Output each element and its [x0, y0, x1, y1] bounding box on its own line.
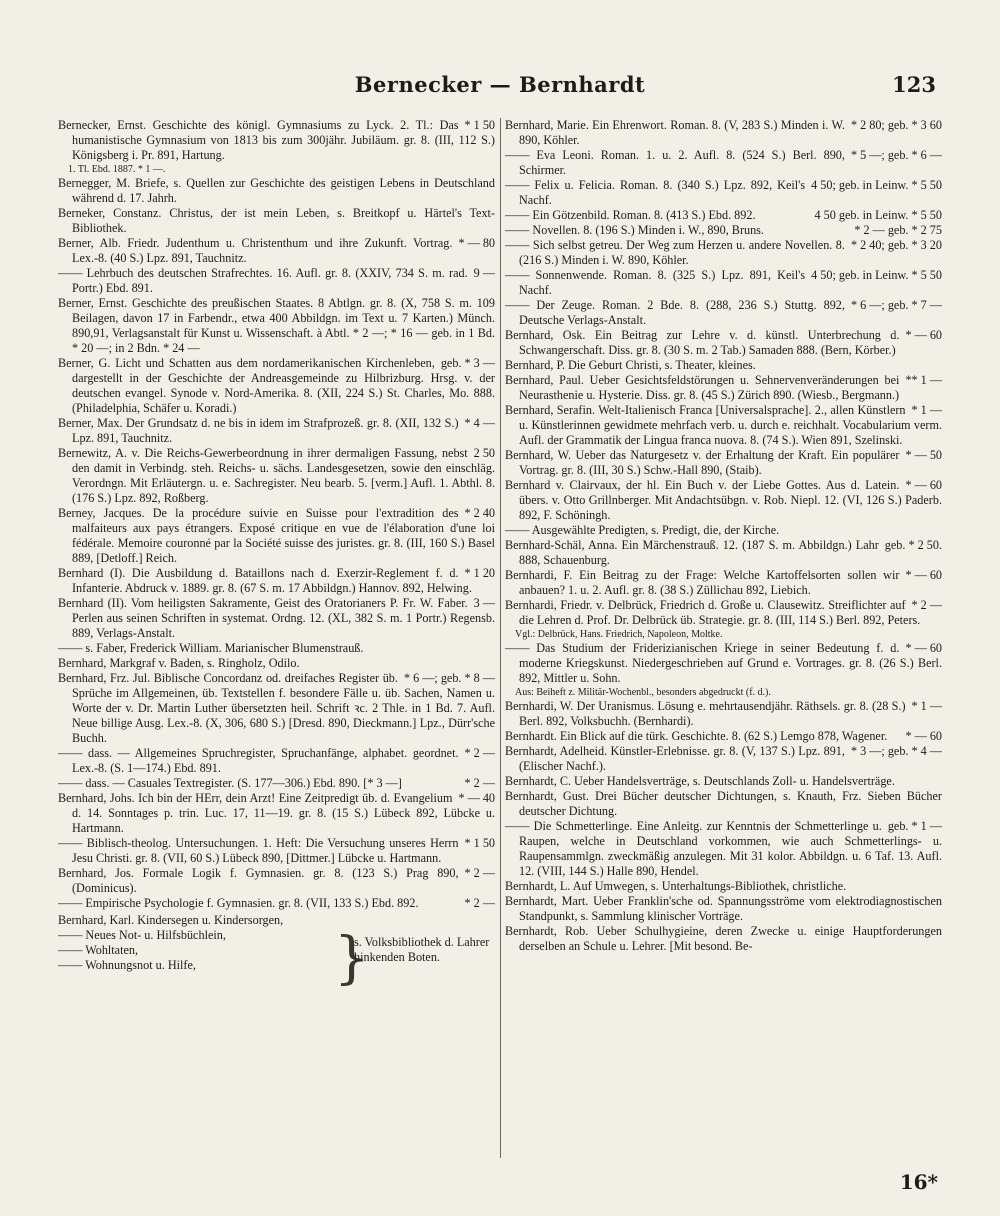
brace-item: —— Wohltaten,	[58, 943, 139, 957]
entry-text: Bernhardt, Adelheid. Künstler-Erlebnisse. gr. 8. (V, 137 S.) Lpz. 891, (Elischer Nachf.).	[505, 744, 845, 773]
entry-text: —— s. Faber, Frederick William. Marianischer Blumenstrauß.	[58, 641, 364, 655]
entry-text: Bernhard, W. Ueber das Naturgesetz v. der Erhaltung der Kraft. Ein populärer Vortrag. gr. 8. (III, 30 S.) Schw.-Hall 890, (Staib).	[505, 448, 900, 477]
bibliography-entry	[505, 641, 942, 686]
bibliography-entry	[58, 671, 495, 746]
right-column	[505, 118, 942, 1138]
bibliography-entry	[505, 328, 942, 358]
entry-text: —— Lehrbuch des deutschen Strafrechtes. 16. Aufl. gr. 8. (XXIV, 734 S. m. rad. Portr.) Ebd. 891.	[58, 266, 468, 295]
bibliography-entry	[505, 819, 942, 879]
bibliography-entry	[505, 538, 942, 568]
entry-text: Bernhard (II). Vom heiligsten Sakramente, Geist des Oratorianers P. Fr. W. Faber. Perlen aus seinen Schriften in systemat. Ordng. 12. (XL, 382 S. m. 1 Portr.) Regensb. 889, Verlags-Anstalt.	[58, 596, 495, 640]
brace-item: Bernhard, Karl. Kindersegen u. Kindersorgen,	[58, 913, 284, 927]
entry-text: Bernhardi, Friedr. v. Delbrück, Friedrich d. Große u. Clausewitz. Streiflichter auf die Lehren d. Prof. Dr. Delbrück üb. Strategie. gr. 8. (III, 114 S.) Berl. 892, Peters.	[505, 598, 921, 627]
bibliography-entry	[505, 699, 942, 729]
entry-text: Vgl.: Delbrück, Hans. Friedrich, Napoleon, Moltke.	[515, 629, 723, 640]
bibliography-entry	[58, 641, 495, 656]
entry-text: —— Novellen. 8. (196 S.) Minden i. W., 890, Bruns.	[505, 223, 764, 237]
bibliography-entry	[58, 236, 495, 266]
bibliography-entry	[505, 894, 942, 924]
entry-price: 4 50; geb. in Leinw. * 5 50	[811, 178, 942, 192]
entry-text: Bernhardi, F. Ein Beitrag zu der Frage: Welche Kartoffelsorten sollen wir anbauen? 1. u. 2. Aufl. gr. 8. (38 S.) Züllichau 892, Liebich.	[505, 568, 900, 597]
entry-text: —— Biblisch-theolog. Untersuchungen. 1. Heft: Die Versuchung unseres Herrn Jesu Christi. gr. 8. (VII, 60 S.) Lübeck 890, [Dittmer.] Lübcke u. Hartmann.	[58, 836, 459, 865]
bibliography-entry	[58, 896, 495, 911]
page-number: 123	[892, 72, 936, 97]
entry-text: Bernhard, Paul. Ueber Gesichtsfeldstörungen u. Sehnervenveränderungen bei Neurasthenie u. Hysterie. Diss. gr. 8. (45 S.) Zürich 890. (Wiesb., Bergmann.)	[505, 373, 900, 402]
entry-price: * 2 —	[911, 598, 942, 612]
bibliography-entry	[505, 744, 942, 774]
bibliography-entry	[505, 924, 942, 954]
entry-text: Bernhard-Schäl, Anna. Ein Märchenstrauß. 12. (187 S. m. Abbildgn.) Lahr 888, Schauenburg.	[505, 538, 879, 567]
entry-text: Berner, Alb. Friedr. Judenthum u. Christenthum und ihre Zukunft. Vortrag. Lex.-8. (40 S.) Lpz. 891, Tauchnitz.	[58, 236, 453, 265]
entry-text: Bernecker, Ernst. Geschichte des königl. Gymnasiums zu Lyck. 2. Tl.: Das humanistische Gymnasium von 1813 bis zum 300jähr. Jubiläum. gr. 8. (III, 112 S.) Königsberg i. Pr. 891, Hartung.	[58, 118, 495, 162]
bibliography-entry	[58, 356, 495, 416]
bibliography-entry	[505, 628, 942, 641]
bibliography-entry	[505, 148, 942, 178]
bibliography-entry	[505, 208, 942, 223]
entry-text: Bernhard, Markgraf v. Baden, s. Ringholz, Odilo.	[58, 656, 300, 670]
entry-price: 9 —	[473, 266, 495, 280]
bibliography-entry	[58, 596, 495, 641]
entry-text: —— dass. — Allgemeines Spruchregister, Spruchanfänge, alphabet. geordnet. Lex.-8. (S. 1—174.) Ebd. 891.	[58, 746, 459, 775]
entry-price: * 1 50	[464, 836, 495, 850]
brace-group-items	[58, 913, 328, 973]
entry-text: —— Empirische Psychologie f. Gymnasien. gr. 8. (VII, 133 S.) Ebd. 892.	[58, 896, 419, 910]
entry-price: 4 50 geb. in Leinw. * 5 50	[814, 208, 942, 222]
bibliography-entry	[58, 566, 495, 596]
brace-item: —— Neues Not- u. Hilfsbüchlein,	[58, 928, 226, 942]
bibliography-entry	[58, 266, 495, 296]
entry-price: * 1 50	[464, 118, 495, 132]
bibliography-entry	[505, 118, 942, 148]
bibliography-entry	[505, 774, 942, 789]
entry-price: * 6 —; geb. * 8 —	[403, 671, 495, 685]
entry-price: * 1 20	[464, 566, 495, 580]
entry-price: 2 50	[473, 446, 495, 460]
entry-text: Bernhardt, C. Ueber Handelsverträge, s. Deutschlands Zoll- u. Handelsverträge.	[505, 774, 895, 788]
entry-text: Bernhardt, Rob. Ueber Schulhygieine, deren Zwecke u. einige Hauptforderungen derselben an Schule u. Lehrer. [Mit besond. Be-	[505, 924, 942, 953]
entry-price: 4 50; geb. in Leinw. * 5 50	[811, 268, 942, 282]
brace-group	[58, 913, 495, 997]
bibliography-entry	[58, 866, 495, 896]
entry-price: * — 50	[905, 448, 942, 462]
bibliography-entry	[58, 506, 495, 566]
entry-price: * 3 —; geb. * 4 —	[850, 744, 942, 758]
bibliography-entry	[58, 776, 495, 791]
entry-price: * 2 —	[464, 776, 495, 790]
bibliography-entry	[58, 118, 495, 163]
entry-price: * — 60	[905, 641, 942, 655]
bibliography-entry	[58, 176, 495, 206]
entry-price: * — 40	[458, 791, 495, 805]
brace-target: s. Volksbibliothek d. Lahrer hinkenden Boten.	[354, 935, 490, 964]
entry-text: —— Die Schmetterlinge. Eine Anleitg. zur Kenntnis der Schmetterlinge u. Raupen, welche in Deutschland vorkommen, wie auch Schmetterlings- u. Raupensammlgn. zweckmäßig anzulegen. Mit 31 kolor. Abbildgn. u. 6 Taf. 13. Aufl. 12. (VIII, 144 S.) Halle 890, Hendel.	[505, 819, 942, 878]
entry-price: * — 60	[905, 568, 942, 582]
bibliography-entry	[505, 298, 942, 328]
entry-price: geb. * 2 50.	[884, 538, 942, 552]
entry-price: * — 60	[905, 478, 942, 492]
bibliography-entry	[58, 746, 495, 776]
entry-text: Berney, Jacques. De la procédure suivie en Suisse pour l'extradition des malfaiteurs aux pays étrangers. Exposé critique en vue de l'élaboration d'une loi fédérale. Memoire couronné par la Société suisse des juristes. gr. 8. (III, 160 S.) Basel 889, [Detloff.] Reich.	[58, 506, 495, 565]
entry-text: Bernhard, Osk. Ein Beitrag zur Lehre v. d. künstl. Unterbrechung d. Schwangerschaft. Diss. gr. 8. (30 S. m. 2 Tab.) Samaden 888. (Bern, Körber.)	[505, 328, 900, 357]
entry-text: Bernewitz, A. v. Die Reichs-Gewerbeordnung in ihrer dermaligen Fassung, nebst den damit in Verbindg. steh. Reichs- u. sächs. Landesgesetzen, sowie den einschläg. Verordngn. Mit Erläutergn. u. e. Sachregister. Neu bearb. 5. [verm.] Aufl. 1. Abthl. 8. (176 S.) Lpz. 892, Roßberg.	[58, 446, 495, 505]
entry-text: —— Felix u. Felicia. Roman. 8. (340 S.) Lpz. 892, Keil's Nachf.	[505, 178, 806, 207]
entry-price: * 2 —	[464, 746, 495, 760]
bibliography-entry	[505, 789, 942, 819]
entry-text: —— Der Zeuge. Roman. 2 Bde. 8. (288, 236 S.) Stuttg. 892, Deutsche Verlags-Anstalt.	[505, 298, 845, 327]
entry-text: Bernhardt, Gust. Drei Bücher deutscher Dichtungen, s. Knauth, Frz. Sieben Bücher deutscher Dichtung.	[505, 789, 942, 818]
entry-text: Berner, G. Licht und Schatten aus dem nordamerikanischen Kirchenleben, dargestellt in der Geschichte der Andreasgemeinde zu Hilbrizburg. Hrsg. v. der deutschen evangel. Synode v. Nord-Amerika. 8. (XII, 224 S.) St. Charles, Mo. 888. (Philadelphia, Schäfer u. Koradi.)	[58, 356, 495, 415]
entry-price: ** 1 —	[905, 373, 942, 387]
entry-price: 3 —	[473, 596, 495, 610]
entry-text: Bernhard v. Clairvaux, der hl. Ein Buch v. der Liebe Gottes. Aus d. Latein. übers. v. Otto Grillnberger. Mit Andachtsübgn. v. Rob. Niepl. 12. (VI, 126 S.) Paderb. 892, F. Schöningh.	[505, 478, 942, 522]
bibliography-entry	[505, 568, 942, 598]
entry-text: 1. Tl. Ebd. 1887. * 1 —.	[68, 164, 166, 175]
bibliography-entry	[505, 223, 942, 238]
entry-text: Berner, Ernst. Geschichte des preußischen Staates. 8 Abtlgn. gr. 8. (X, 758 S. m. 109 Beilagen, davon 17 in Farbendr., etwa 400 Abbildgn. im Text u. 7 Karten.) Münch. 890,91, Verlagsanstalt für Kunst u. Wissenschaft. à Abtl. * 2 —; * 16 — geb. in 1 Bd. * 20 —; in 2 Bdn. * 24 —	[58, 296, 495, 355]
entry-price: * 1 —	[911, 403, 942, 417]
bibliography-entry	[58, 163, 495, 176]
bibliography-entry	[505, 178, 942, 208]
running-head: Bernecker — Bernhardt	[354, 72, 646, 97]
entry-price: * 4 —	[464, 416, 495, 430]
entry-price: * 6 —; geb. * 7 —	[850, 298, 942, 312]
brace-item: —— Wohnungsnot u. Hilfe,	[58, 958, 196, 972]
entry-text: —— Ein Götzenbild. Roman. 8. (413 S.) Ebd. 892.	[505, 208, 756, 222]
entry-text: —— Ausgewählte Predigten, s. Predigt, die, der Kirche.	[505, 523, 780, 537]
entry-text: Bernhardi, W. Der Uranismus. Lösung e. mehrtausendjähr. Räthsels. gr. 8. (28 S.) Berl. 892, Volksbuchh. (Bernhardi).	[505, 699, 906, 728]
entry-text: —— Eva Leoni. Roman. 1. u. 2. Aufl. 8. (524 S.) Berl. 890, Schirmer.	[505, 148, 845, 177]
entry-text: —— Sich selbst getreu. Der Weg zum Herzen u. andere Novellen. 8. (216 S.) Minden i. W. 890, Köhler.	[505, 238, 845, 267]
entry-text: Bernhard (I). Die Ausbildung d. Bataillons nach d. Exerzir-Reglement f. d. Infanterie. Abdruck v. 1889. gr. 8. (67 S. m. 17 Abbildgn.) Hannov. 892, Helwing.	[58, 566, 472, 595]
entry-price: * 2 —	[464, 866, 495, 880]
entry-text: Bernegger, M. Briefe, s. Quellen zur Geschichte des geistigen Lebens in Deutschland während d. 17. Jahrh.	[58, 176, 495, 205]
bibliography-entry	[58, 296, 495, 356]
bibliography-entry	[505, 598, 942, 628]
entry-text: Aus: Beiheft z. Militär-Wochenbl., besonders abgedruckt (f. d.).	[515, 687, 771, 698]
bibliography-entry	[505, 238, 942, 268]
signature-mark: 16*	[899, 1170, 938, 1194]
bibliography-entry	[505, 478, 942, 523]
entry-text: Bernhardt. Ein Blick auf die türk. Geschichte. 8. (62 S.) Lemgo 878, Wagener.	[505, 729, 888, 743]
bibliography-entry	[58, 656, 495, 671]
brace-symbol: }	[334, 926, 370, 991]
bibliography-entry	[505, 358, 942, 373]
bibliography-entry	[505, 403, 942, 448]
entry-text: Bernhard, Marie. Ein Ehrenwort. Roman. 8. (V, 283 S.) Minden i. W. 890, Köhler.	[505, 118, 845, 147]
entry-text: —— Sonnenwende. Roman. 8. (325 S.) Lpz. 891, Keil's Nachf.	[505, 268, 806, 297]
bibliography-entry	[505, 373, 942, 403]
entry-text: Bernhard, Johs. Ich bin der HErr, dein Arzt! Eine Zeitpredigt üb. d. Evangelium d. 14. Sonntages p. trin. Luc. 17, 11—19. gr. 8. (15 S.) Lübeck 892, Lübcke u. Hartmann.	[58, 791, 495, 835]
entry-price: * 2 40	[464, 506, 495, 520]
entry-text: Bernhard, Jos. Formale Logik f. Gymnasien. gr. 8. (123 S.) Prag 890, (Dominicus).	[58, 866, 459, 895]
entry-price: * — 60	[905, 328, 942, 342]
entry-text: Bernhard, Frz. Jul. Biblische Concordanz od. dreifaches Register üb. Sprüche im Allgemeinen, üb. Textstellen f. besondere Fälle u. üb. Sachen, Namen u. Worte der v. Dr. Martin Luther übersetzten heil. Schrift ꝛc. 2 Thle. in 1 Bd. 7. Aufl. Neue billige Ausg. Lex.-8. (X, 306, 680 S.) [Dresd. 890, Dieckmann.] Lpz., Dürr'sche Buchh.	[58, 671, 495, 745]
bibliography-entry	[58, 791, 495, 836]
bibliography-entry	[505, 268, 942, 298]
entry-text: Bernhardt, Mart. Ueber Franklin'sche od. Spannungsströme vom elektrodiagnostischen Standpunkt, s. Sammlung klinischer Vorträge.	[505, 894, 942, 923]
bibliography-entry	[58, 206, 495, 236]
bibliography-entry	[505, 523, 942, 538]
entry-price: * 2 — geb. * 2 75	[854, 223, 942, 237]
column-divider	[500, 118, 501, 1158]
bibliography-entry	[58, 446, 495, 506]
entry-price: * 5 —; geb. * 6 —	[850, 148, 942, 162]
entry-price: geb. * 1 —	[887, 819, 942, 833]
entry-price: * — 60	[905, 729, 942, 743]
entry-text: Bernhard, P. Die Geburt Christi, s. Theater, kleines.	[505, 358, 756, 372]
entry-price: geb. * 3 —	[440, 356, 495, 370]
bibliography-entry	[505, 686, 942, 699]
entry-text: Bernhard, Serafin. Welt-Italienisch Franca [Universalsprache]. 2., allen Künstlern u. Künstlerinnen gewidmete mehrfach verb. u. durch e. reichhalt. Vocabularium verm. Aufl. der Grammatik der Lingua franca nuova. 8. (74 S.). Wien 891, Szelinski.	[505, 403, 942, 447]
entry-text: Berner, Max. Der Grundsatz d. ne bis in idem im Strafprozeß. gr. 8. (XII, 132 S.) Lpz. 891, Tauchnitz.	[58, 416, 459, 445]
entry-price: * 2 —	[464, 896, 495, 910]
entry-text: Bernhardt, L. Auf Umwegen, s. Unterhaltungs-Bibliothek, christliche.	[505, 879, 847, 893]
entry-price: * 2 40; geb. * 3 20	[850, 238, 942, 252]
entry-text: —— Das Studium der Friderizianischen Kriege in seiner Bedeutung f. d. moderne Kriegskunst. Niedergeschrieben auf Grund e. Vortrages. gr. 8. (26 S.) Berl. 892, Mittler u. Sohn.	[505, 641, 942, 685]
entry-text: Berneker, Constanz. Christus, der ist mein Leben, s. Breitkopf u. Härtel's Text-Bibliothek.	[58, 206, 495, 235]
entry-price: * 1 —	[911, 699, 942, 713]
bibliography-entry	[58, 416, 495, 446]
entry-price: * 2 80; geb. * 3 60	[850, 118, 942, 132]
entry-text: —— dass. — Casuales Textregister. (S. 177—306.) Ebd. 890. [* 3 —]	[58, 776, 402, 790]
bibliography-entry	[505, 448, 942, 478]
bibliography-entry	[505, 729, 942, 744]
entry-price: * — 80	[458, 236, 495, 250]
bibliography-entry	[505, 879, 942, 894]
left-column	[58, 118, 495, 1178]
bibliography-entry	[58, 836, 495, 866]
